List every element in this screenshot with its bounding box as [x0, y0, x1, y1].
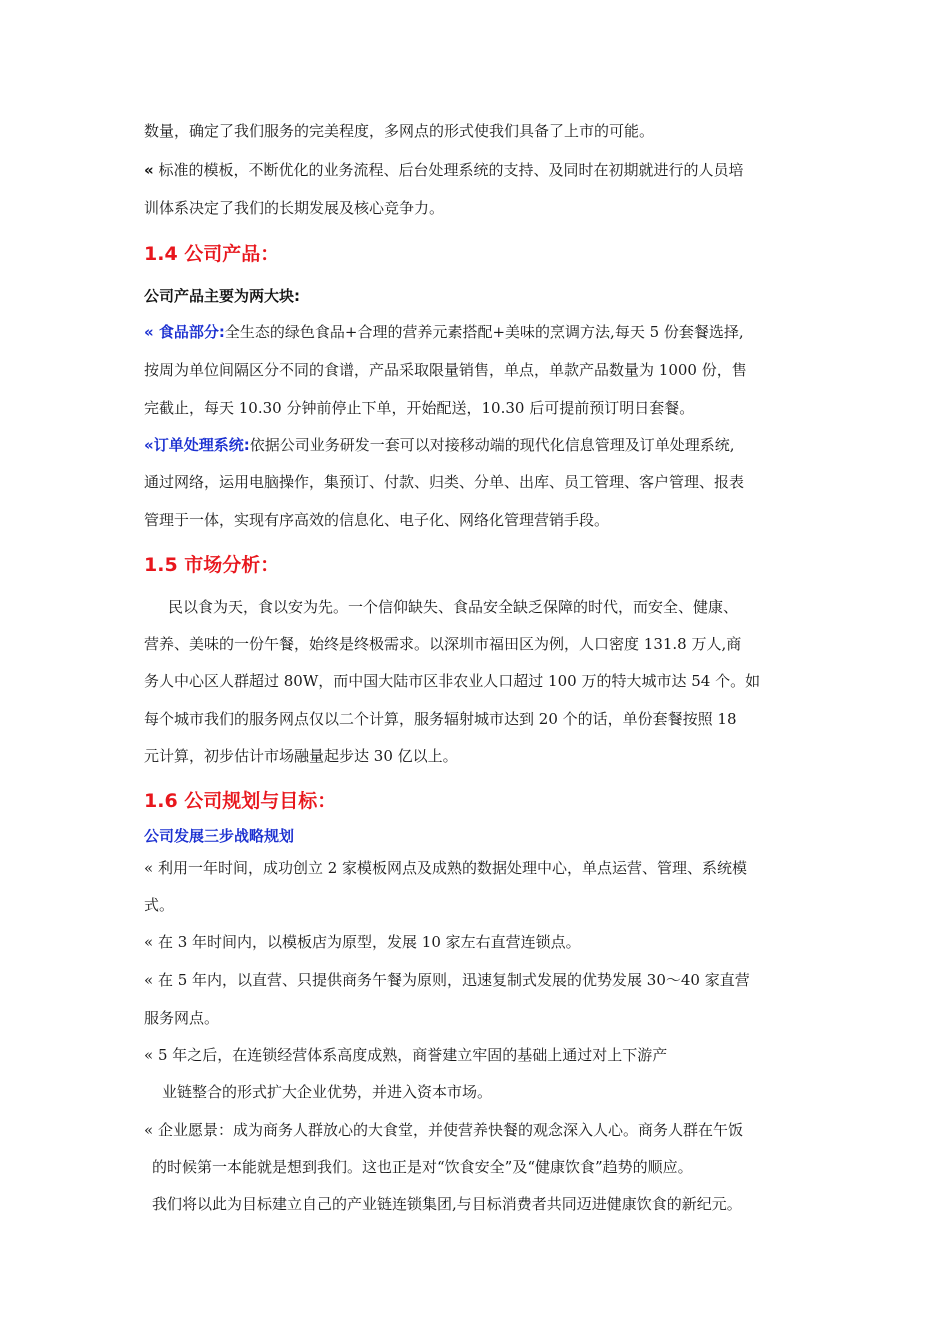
section-1-5-heading: 1.5 市场分析： — [144, 554, 280, 576]
order-line-3: 管理于一体，实现有序高效的信息化、电子化、网络化管理营销手段。 — [144, 511, 610, 529]
market-line-4: 每个城市我们的服务网点仅以二个计算，服务辐射城市达到 20 个的话，单份套餐按照 18 — [144, 710, 737, 728]
food-section-label: « 食品部分: — [144, 323, 225, 341]
section-1-4-heading: 1.4 公司产品： — [144, 243, 280, 265]
intro-line-3: 训体系决定了我们的长期发展及核心竞争力。 — [144, 199, 445, 217]
intro-line-2-text: 标准的模板，不断优化的业务流程、后台处理系统的支持、及同时在初期就进行的人员培 — [158, 161, 744, 179]
market-line-1: 民以食为天，食以安为先。一个信仰缺失、食品安全缺乏保障的时代，而安全、健康、 — [168, 598, 739, 616]
vision-line-2: 的时候第一本能就是想到我们。这也正是对“饮食安全”及“健康饮食”趋势的顺应。 — [152, 1158, 693, 1176]
intro-line-1: 数量，确定了我们服务的完美程度，多网点的形式使我们具备了上市的可能。 — [144, 122, 655, 140]
order-system-label: «订单处理系统: — [144, 436, 250, 454]
market-line-2: 营养、美味的一份午餐，始终是终极需求。以深圳市福田区为例，人口密度 131.8 万人,商 — [144, 635, 742, 653]
food-line-1 — [144, 322, 744, 342]
vision-line-3: 我们将以此为目标建立自己的产业链连锁集团,与目标消费者共同迈进健康饮食的新纪元。 — [152, 1195, 742, 1213]
bullet-marker: « — [144, 161, 154, 179]
plan-1-line-2: 式。 — [144, 896, 175, 914]
order-line-2: 通过网络，运用电脑操作，集预订、付款、归类、分单、出库、员工管理、客户管理、报表 — [144, 473, 745, 491]
food-line-3: 完截止，每天 10.30 分钟前停止下单，开始配送，10.30 后可提前预订明日套餐。 — [144, 399, 695, 417]
plan-4-line-1: « 5 年之后，在连锁经营体系高度成熟，商誉建立牢固的基础上通过对上下游产 — [144, 1046, 668, 1064]
food-line-2: 按周为单位间隔区分不同的食谱，产品采取限量销售，单点，单款产品数量为 1000 份，售 — [144, 361, 747, 379]
section-1-6-heading: 1.6 公司规划与目标： — [144, 790, 337, 812]
market-line-3: 务人中心区人群超过 80W，而中国大陆市区非农业人口超过 100 万的特大城市达 54 个。如 — [144, 672, 761, 690]
plan-3-line-2: 服务网点。 — [144, 1009, 220, 1027]
market-line-5: 元计算，初步估计市场融量起步达 30 亿以上。 — [144, 747, 458, 765]
plan-2-line-1: « 在 3 年时间内，以模板店为原型，发展 10 家左右直营连锁点。 — [144, 933, 581, 951]
plan-4-line-2: 业链整合的形式扩大企业优势，并进入资本市场。 — [162, 1083, 493, 1101]
plan-1-line-1: « 利用一年时间，成功创立 2 家模板网点及成熟的数据处理中心，单点运营、管理、系统模 — [144, 859, 748, 877]
strategy-subheading: 公司发展三步战略规划 — [144, 827, 295, 845]
order-line-1-text: 依据公司业务研发一套可以对接移动端的现代化信息管理及订单处理系统, — [249, 436, 735, 454]
order-line-1 — [144, 435, 734, 455]
intro-line-2 — [144, 160, 744, 180]
plan-3-line-1: « 在 5 年内，以直营、只提供商务午餐为原则，迅速复制式发展的优势发展 30～40 家直营 — [144, 971, 750, 989]
products-subheading: 公司产品主要为两大块: — [144, 287, 300, 305]
food-line-1-text: 全生态的绿色食品+合理的营养元素搭配+美味的烹调方法,每天 5 份套餐选择, — [224, 323, 744, 341]
vision-line-1: « 企业愿景：成为商务人群放心的大食堂，并使营养快餐的观念深入人心。商务人群在午饭 — [144, 1121, 743, 1139]
